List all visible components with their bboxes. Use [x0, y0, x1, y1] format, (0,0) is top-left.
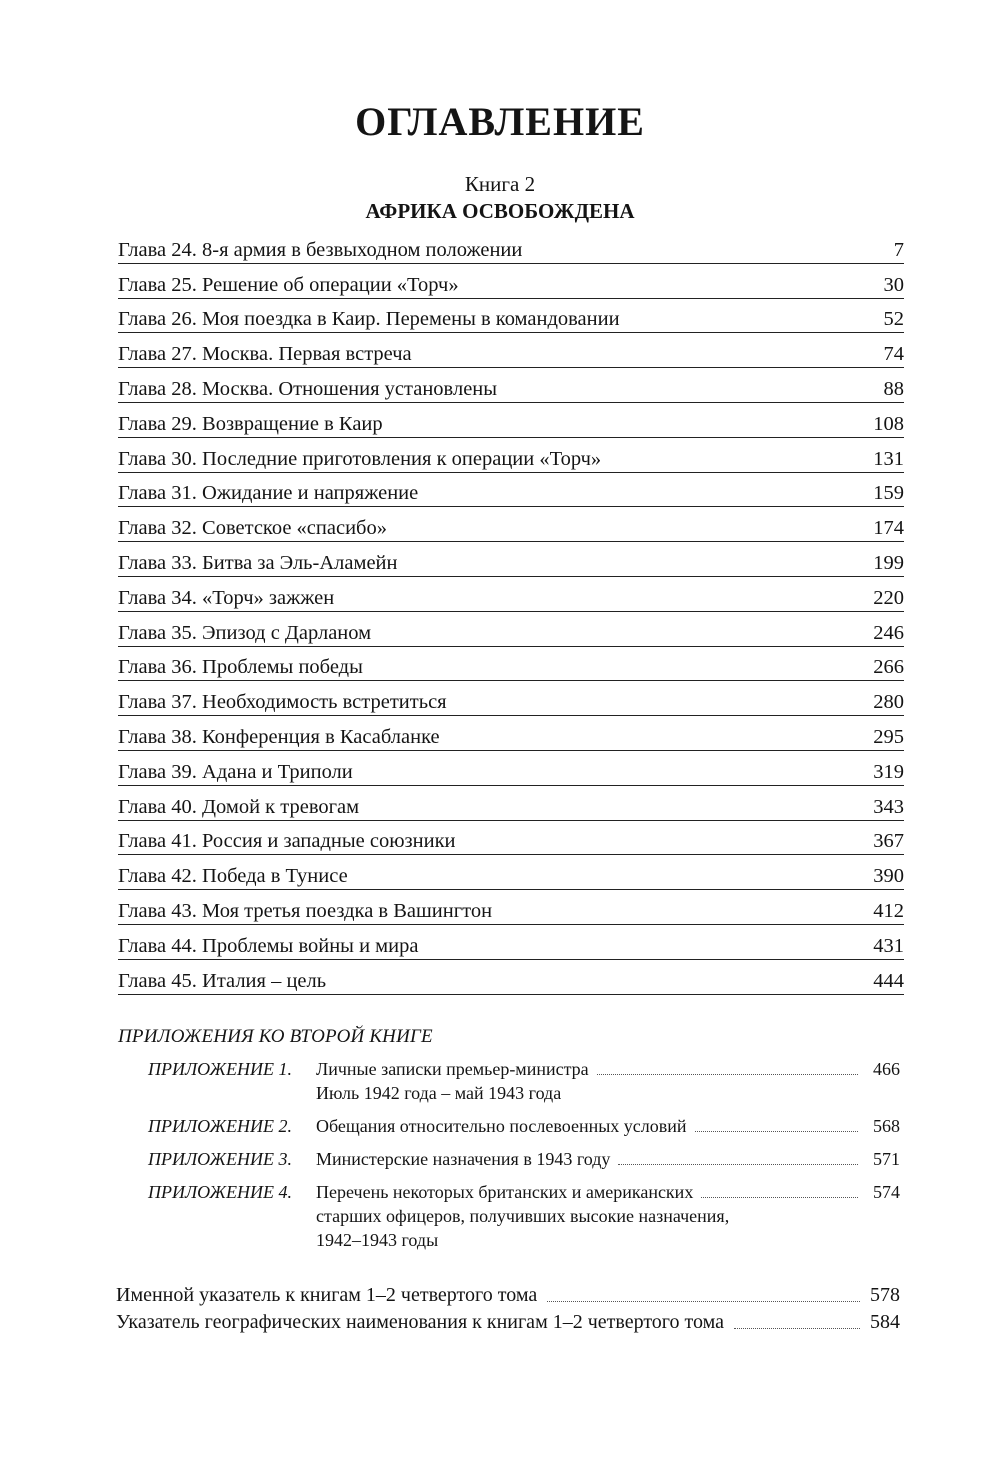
chapter-entry[interactable]	[118, 577, 904, 612]
chapter-page: 220	[873, 586, 904, 609]
appendices-heading: ПРИЛОЖЕНИЯ КО ВТОРОЙ КНИГЕ	[118, 1026, 433, 1047]
appendix-body	[316, 1180, 900, 1252]
chapter-entry[interactable]	[118, 890, 904, 925]
chapter-entry[interactable]	[118, 821, 904, 856]
chapter-title: Глава 33. Битва за Эль-Аламейн	[118, 551, 398, 574]
chapter-entry[interactable]	[118, 229, 904, 264]
chapter-entry[interactable]	[118, 925, 904, 960]
appendix-body	[316, 1057, 900, 1105]
chapter-page: 7	[893, 238, 904, 261]
dot-leader	[734, 1328, 860, 1329]
chapter-page: 444	[873, 969, 904, 992]
chapter-title: Глава 29. Возвращение в Каир	[118, 412, 383, 435]
appendix-line	[316, 1114, 900, 1138]
chapter-entry[interactable]	[118, 716, 904, 751]
chapter-entry[interactable]	[118, 368, 904, 403]
chapter-title: Глава 40. Домой к тревогам	[118, 795, 360, 818]
chapter-title: Глава 37. Необходимость встретиться	[118, 691, 447, 714]
appendix-list	[148, 1057, 900, 1261]
index-list	[116, 1282, 900, 1336]
index-title: Указатель географических наименования к книгам 1–2 четвертого тома	[116, 1311, 725, 1333]
appendix-title: Обещания относительно послевоенных условий	[316, 1116, 687, 1136]
appendix-line	[316, 1147, 900, 1171]
chapter-entry[interactable]	[118, 960, 904, 995]
appendix-body	[316, 1147, 900, 1171]
dot-leader	[597, 1074, 858, 1075]
chapter-title: Глава 32. Советское «спасибо»	[118, 517, 387, 540]
chapter-page: 131	[873, 447, 904, 470]
chapter-title: Глава 30. Последние приготовления к операции «Торч»	[118, 447, 602, 470]
appendix-page: 571	[873, 1149, 900, 1169]
chapter-entry[interactable]	[118, 264, 904, 299]
book-label: Книга 2	[464, 172, 536, 196]
chapter-entry[interactable]	[118, 647, 904, 682]
chapter-title: Глава 35. Эпизод с Дарланом	[118, 621, 372, 644]
chapter-entry[interactable]	[118, 612, 904, 647]
appendix-entry[interactable]	[148, 1180, 900, 1252]
chapter-page: 343	[873, 795, 904, 818]
appendix-page: 466	[873, 1059, 900, 1079]
chapter-title: Глава 31. Ожидание и напряжение	[118, 482, 419, 505]
appendix-prefix: ПРИЛОЖЕНИЕ 4.	[148, 1182, 292, 1202]
chapter-title: Глава 28. Москва. Отношения установлены	[118, 377, 498, 400]
appendix-prefix: ПРИЛОЖЕНИЕ 3.	[148, 1149, 292, 1169]
appendix-title: Министерские назначения в 1943 году	[316, 1149, 611, 1169]
chapter-page: 74	[883, 343, 904, 366]
chapter-list	[118, 229, 904, 995]
appendix-line	[316, 1180, 900, 1204]
chapter-title: Глава 43. Моя третья поездка в Вашингтон	[118, 899, 493, 922]
appendix-continuation: Июль 1942 года – май 1943 года	[316, 1083, 562, 1103]
chapter-entry[interactable]	[118, 751, 904, 786]
appendix-body	[316, 1114, 900, 1138]
chapter-title: Глава 34. «Торч» зажжен	[118, 586, 335, 609]
chapter-title: Глава 42. Победа в Тунисе	[118, 865, 348, 888]
chapter-title: Глава 41. Россия и западные союзники	[118, 830, 456, 853]
chapter-entry[interactable]	[118, 786, 904, 821]
chapter-entry[interactable]	[118, 299, 904, 334]
appendix-title: Личные записки премьер-министра	[316, 1059, 589, 1079]
chapter-page: 367	[873, 830, 904, 853]
dot-leader	[618, 1164, 858, 1165]
page-title: ОГЛАВЛЕНИЕ	[355, 99, 645, 144]
chapter-title: Глава 27. Москва. Первая встреча	[118, 343, 412, 366]
dot-leader	[547, 1301, 860, 1302]
chapter-title: Глава 36. Проблемы победы	[118, 656, 363, 679]
appendix-prefix: ПРИЛОЖЕНИЕ 1.	[148, 1059, 292, 1079]
chapter-entry[interactable]	[118, 438, 904, 473]
chapter-entry[interactable]	[118, 507, 904, 542]
chapter-page: 199	[873, 551, 904, 574]
dot-leader	[695, 1131, 858, 1132]
index-page: 578	[870, 1284, 900, 1306]
appendix-page: 574	[873, 1182, 900, 1202]
chapter-entry[interactable]	[118, 681, 904, 716]
chapter-title: Глава 38. Конференция в Касабланке	[118, 725, 440, 748]
index-title: Именной указатель к книгам 1–2 четвертого тома	[116, 1284, 538, 1306]
chapter-page: 295	[873, 725, 904, 748]
appendix-title: Перечень некоторых британских и американских	[316, 1182, 694, 1202]
chapter-title: Глава 45. Италия – цель	[118, 969, 327, 992]
chapter-page: 431	[873, 934, 904, 957]
chapter-entry[interactable]	[118, 473, 904, 508]
appendix-continuation: 1942–1943 годы	[316, 1230, 439, 1250]
chapter-page: 280	[873, 691, 904, 714]
appendix-continuation: старших офицеров, получивших высокие назначения,	[316, 1206, 730, 1226]
chapter-page: 52	[883, 308, 904, 331]
chapter-entry[interactable]	[118, 333, 904, 368]
chapter-entry[interactable]	[118, 403, 904, 438]
chapter-title: Глава 25. Решение об операции «Торч»	[118, 273, 459, 296]
chapter-title: Глава 26. Моя поездка в Каир. Перемены в командовании	[118, 308, 620, 331]
index-page: 584	[870, 1311, 900, 1333]
index-entry[interactable]	[116, 1282, 900, 1309]
appendix-line	[316, 1057, 900, 1081]
appendix-entry[interactable]	[148, 1057, 900, 1105]
dot-leader	[701, 1197, 858, 1198]
chapter-page: 319	[873, 760, 904, 783]
appendix-entry[interactable]	[148, 1147, 900, 1171]
book-title: АФРИКА ОСВОБОЖДЕНА	[365, 199, 635, 223]
chapter-entry[interactable]	[118, 542, 904, 577]
appendix-page: 568	[873, 1116, 900, 1136]
chapter-title: Глава 39. Адана и Триполи	[118, 760, 353, 783]
chapter-page: 108	[873, 412, 904, 435]
appendix-prefix: ПРИЛОЖЕНИЕ 2.	[148, 1116, 292, 1136]
chapter-page: 266	[873, 656, 904, 679]
chapter-page: 159	[873, 482, 904, 505]
chapter-page: 174	[873, 517, 904, 540]
chapter-title: Глава 44. Проблемы войны и мира	[118, 934, 419, 957]
chapter-page: 30	[883, 273, 904, 296]
appendix-entry[interactable]	[148, 1114, 900, 1138]
chapter-page: 246	[873, 621, 904, 644]
chapter-entry[interactable]	[118, 855, 904, 890]
chapter-title: Глава 24. 8-я армия в безвыходном положении	[118, 238, 523, 261]
index-entry[interactable]	[116, 1309, 900, 1336]
chapter-page: 412	[873, 899, 904, 922]
chapter-page: 88	[883, 377, 904, 400]
chapter-page: 390	[873, 865, 904, 888]
